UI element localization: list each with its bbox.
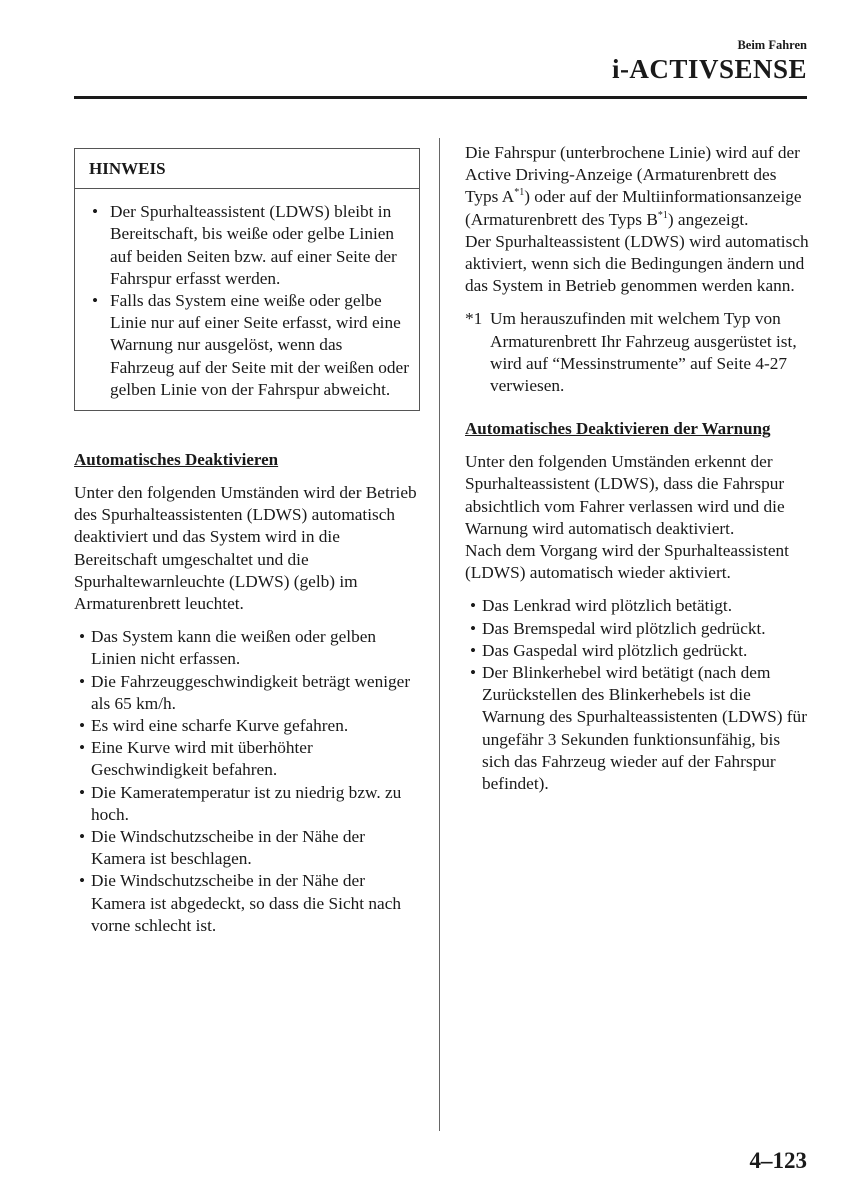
bullet: • <box>92 202 99 222</box>
column-divider <box>439 138 440 1131</box>
bullet: • <box>79 782 86 802</box>
list-item <box>465 662 810 795</box>
auto-activation-paragraph: Der Spurhalteassistent (LDWS) wird automatisch aktiviert, wenn sich die Bedingungen ändern und das System in Betrieb genommen werden kann. <box>465 231 809 296</box>
list-item <box>74 870 420 937</box>
footnote-text: Um herauszufinden mit welchem Typ von Armaturenbrett Ihr Fahrzeug ausgerüstet ist, wird auf “Messinstrumente” auf Seite 4-27 verwiesen. <box>490 309 797 396</box>
paragraph-text: ) oder auf der Multiinformationsanzeige (Armaturenbrett des Typs B <box>465 187 802 229</box>
header-title: i-ACTIVSENSE <box>611 54 807 84</box>
bullet: • <box>79 827 86 847</box>
note-item <box>85 290 409 401</box>
note-item-text: Der Spurhalteassistent (LDWS) bleibt in Bereitschaft, bis weiße oder gelbe Linien auf beiden Seiten bzw. auf einer Seite der Fahrspur erfasst werden. <box>110 202 397 288</box>
section-heading-warning-deactivation: Automatisches Deaktivieren der Warnung <box>465 419 771 439</box>
footnote <box>465 308 810 397</box>
section-intro-continued: Nach dem Vorgang wird der Spurhalteassistent (LDWS) automatisch wieder aktiviert. <box>465 541 789 583</box>
list-item <box>74 826 420 870</box>
bullet: • <box>79 716 86 736</box>
paragraph-text: ) angezeigt. <box>667 209 749 229</box>
bullet: • <box>79 671 86 691</box>
footnote-ref: *1 <box>657 209 668 221</box>
note-item-text: Falls das System eine weiße oder gelbe Linie nur auf einer Seite erfasst, wird eine Warnung nur ausgelöst, wenn das Fahrzeug auf der Seite mit der weißen oder gelben Linie von der Fahrspur abweicht. <box>110 291 409 399</box>
list-item <box>465 595 810 617</box>
list-item-text: Das System kann die weißen oder gelben Linien nicht erfassen. <box>91 627 377 669</box>
footnote-mark: *1 <box>465 309 483 329</box>
bullet: • <box>470 663 477 683</box>
list-item <box>74 782 420 826</box>
header-section-label: Beim Fahren <box>737 38 807 52</box>
list-item-text: Das Lenkrad wird plötzlich betätigt. <box>482 596 733 616</box>
section-intro: Unter den folgenden Umständen erkennt der Spurhalteassistent (LDWS), dass die Fahrspur absichtlich vom Fahrer verlassen wird und die Warnung wird automatisch deaktiviert. <box>465 452 785 538</box>
note-box <box>74 148 420 411</box>
paragraph-text: Die Fahrspur (unterbrochene Linie) wird auf der Active Driving-Anzeige (Armaturenbrett des Typs A <box>465 143 800 207</box>
list-item <box>74 737 420 781</box>
bullet: • <box>79 738 86 758</box>
note-item <box>85 201 409 290</box>
list-item-text: Eine Kurve wird mit überhöhter Geschwindigkeit befahren. <box>91 738 313 780</box>
list-item <box>74 626 420 670</box>
list-item <box>465 618 810 640</box>
list-item <box>74 671 420 715</box>
page-number: 4–123 <box>749 1148 807 1173</box>
condition-list <box>74 626 420 937</box>
lane-display-paragraph <box>465 142 810 231</box>
header-rule <box>74 96 807 99</box>
list-item-text: Die Kameratemperatur ist zu niedrig bzw. zu hoch. <box>91 782 402 824</box>
note-title: HINWEIS <box>75 149 419 189</box>
bullet: • <box>470 618 477 638</box>
list-item-text: Die Windschutzscheibe in der Nähe der Kamera ist beschlagen. <box>91 827 365 869</box>
bullet: • <box>92 291 99 311</box>
left-column <box>74 143 420 937</box>
footnote-ref: *1 <box>514 187 525 199</box>
list-item <box>74 715 420 737</box>
bullet: • <box>79 871 86 891</box>
bullet: • <box>79 627 86 647</box>
right-column <box>465 142 810 795</box>
condition-list <box>465 595 810 795</box>
list-item <box>465 640 810 662</box>
list-item-text: Das Bremspedal wird plötzlich gedrückt. <box>482 618 766 638</box>
section-intro: Unter den folgenden Umständen wird der Betrieb des Spurhalteassistenten (LDWS) automatisch deaktiviert und das System wird in die Bereitschaft umgeschaltet und die Spurhaltewarnleuchte (LDWS) (gelb) im Armaturenbrett leuchtet. <box>74 483 417 614</box>
note-body <box>75 189 419 410</box>
list-item-text: Der Blinkerhebel wird betätigt (nach dem Zurückstellen des Blinkerhebels ist die Warnung des Spurhalteassistenten (LDWS) für ungefähr 3 Sekunden funktionsunfähig, bis sich das Fahrzeug wieder auf der Fahrspur befindet). <box>482 663 807 794</box>
list-item-text: Das Gaspedal wird plötzlich gedrückt. <box>482 640 748 660</box>
section-heading-automatic-deactivation: Automatisches Deaktivieren <box>74 450 279 470</box>
bullet: • <box>470 596 477 616</box>
list-item-text: Die Windschutzscheibe in der Nähe der Kamera ist abgedeckt, so dass die Sicht nach vorne schlecht ist. <box>91 871 402 935</box>
bullet: • <box>470 640 477 660</box>
list-item-text: Es wird eine scharfe Kurve gefahren. <box>91 716 349 736</box>
list-item-text: Die Fahrzeuggeschwindigkeit beträgt weniger als 65 km/h. <box>91 671 411 713</box>
note-list <box>85 201 409 401</box>
